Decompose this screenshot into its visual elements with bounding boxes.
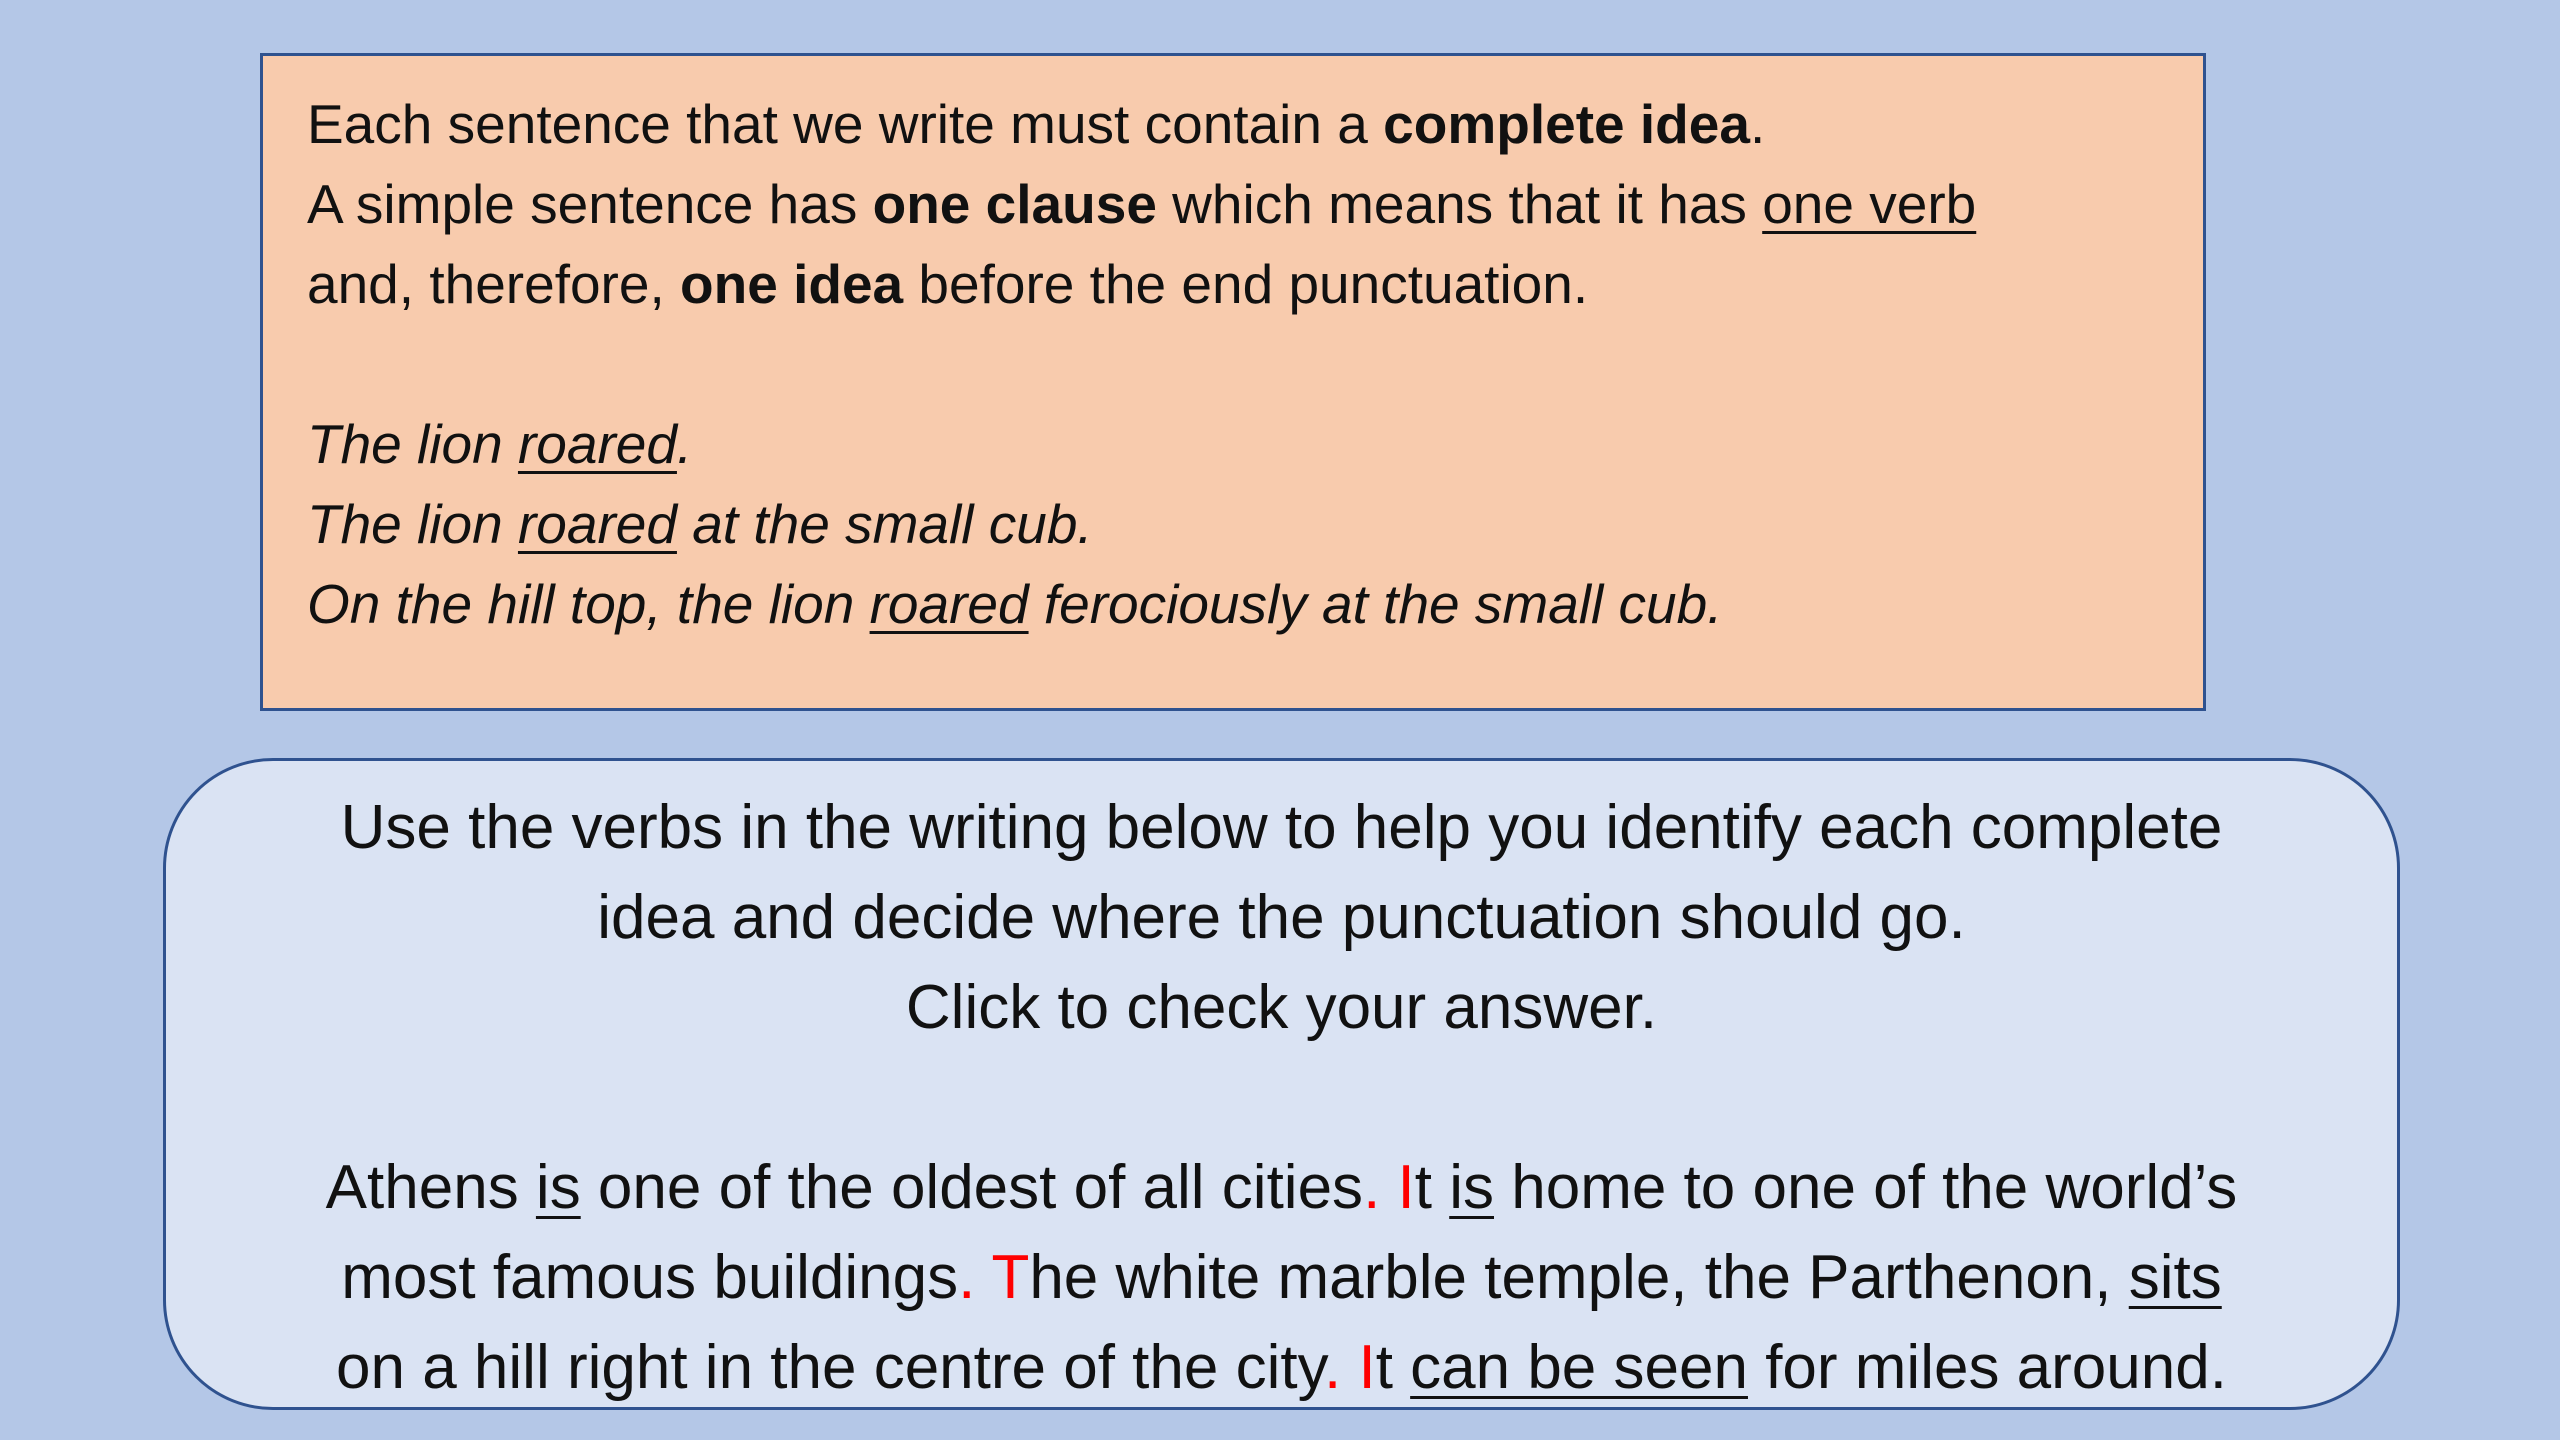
- example-sentence-3: [307, 564, 2159, 644]
- instruction-line-2: idea and decide where the punctuation should go.: [597, 883, 1966, 952]
- passage-space: [975, 1243, 991, 1312]
- correction-full-stop: .: [1363, 1153, 1381, 1222]
- passage-line-1: [196, 1143, 2367, 1233]
- example-text: The lion: [307, 413, 518, 475]
- correction-full-stop: .: [1323, 1333, 1342, 1402]
- passage-text: he white marble temple, the Parthenon,: [1029, 1243, 2129, 1312]
- passage-text: t: [1414, 1153, 1450, 1222]
- spacer: [196, 1053, 2367, 1143]
- example-sentence-1: [307, 404, 2159, 484]
- rule-underline-one-verb: one verb: [1762, 173, 1977, 235]
- rule-line-2: [307, 164, 2159, 244]
- rule-bold-one-idea: one idea: [680, 253, 904, 315]
- check-answer-prompt: Click to check your answer.: [905, 973, 1658, 1042]
- rule-bold-complete-idea: complete idea: [1383, 93, 1750, 155]
- example-sentence-2: [307, 484, 2159, 564]
- correction-capital: I: [1358, 1333, 1376, 1402]
- rule-text: which means that it has: [1156, 173, 1763, 235]
- correction-full-stop: .: [958, 1243, 976, 1312]
- passage-verb: sits: [2128, 1243, 2222, 1312]
- rule-line-3: [307, 244, 2159, 324]
- passage-verb: can be seen: [1410, 1333, 1748, 1402]
- passage-line-2: [196, 1233, 2367, 1323]
- example-text: The lion: [307, 493, 518, 555]
- passage-line-3: [196, 1323, 2367, 1413]
- simple-sentence-rule-box: [260, 53, 2206, 711]
- instruction-line-1: Use the verbs in the writing below to help you identify each complete: [340, 793, 2223, 862]
- passage-space: [1380, 1153, 1397, 1222]
- punctuation-task-box[interactable]: [163, 758, 2400, 1410]
- rule-text: .: [1749, 93, 1766, 155]
- example-verb: roared: [517, 413, 677, 475]
- example-text: at the small cub.: [676, 493, 1093, 555]
- passage-text: on a hill right in the centre of the city: [336, 1333, 1324, 1402]
- passage-verb: is: [535, 1153, 581, 1222]
- passage-text: most famous buildings: [341, 1243, 959, 1312]
- example-verb: roared: [517, 493, 677, 555]
- passage-text: home to one of the world’s: [1494, 1153, 2238, 1222]
- example-verb: roared: [869, 573, 1029, 635]
- passage-text: one of the oldest of all cities: [580, 1153, 1364, 1222]
- passage-verb: is: [1449, 1153, 1494, 1222]
- passage-text: for miles around.: [1747, 1333, 2227, 1402]
- example-text: ferociously at the small cub.: [1028, 573, 1723, 635]
- passage-text: Athens: [325, 1153, 536, 1222]
- rule-text: A simple sentence has: [307, 173, 873, 235]
- rule-text: before the end punctuation.: [903, 253, 1589, 315]
- passage-space: [1341, 1333, 1358, 1402]
- rule-line-1: [307, 84, 2159, 164]
- example-text: .: [676, 413, 693, 475]
- correction-capital: T: [991, 1243, 1030, 1312]
- rule-bold-one-clause: one clause: [872, 173, 1157, 235]
- spacer: [307, 324, 2159, 404]
- passage-text: t: [1375, 1333, 1411, 1402]
- correction-capital: I: [1397, 1153, 1415, 1222]
- example-text: On the hill top, the lion: [307, 573, 870, 635]
- rule-text: and, therefore,: [307, 253, 681, 315]
- rule-text: Each sentence that we write must contain a: [307, 93, 1384, 155]
